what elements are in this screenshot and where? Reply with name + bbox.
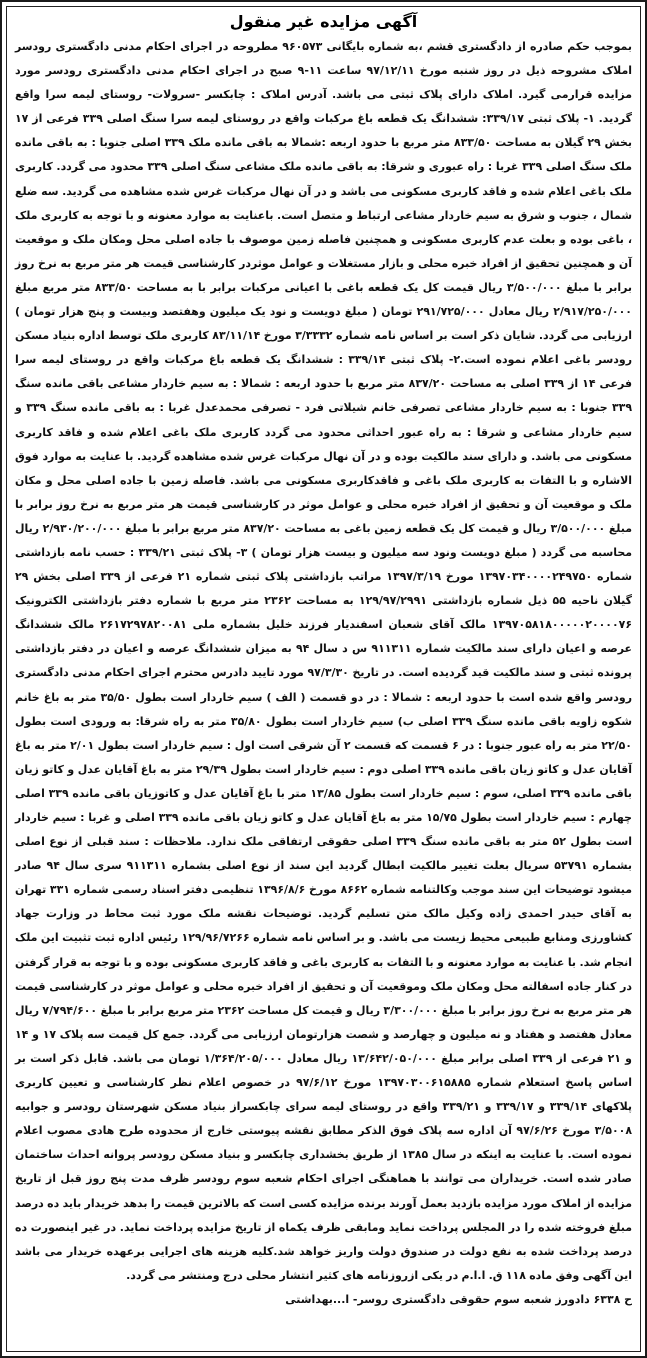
notice-frame [6, 6, 641, 1352]
notice-title: آگهی مزایده غیر منقول [229, 12, 418, 31]
notice-footer: ح ۶۳۳۸ دادورز شعبه سوم حقوقی دادگستری روسر- ا...بهداشتی [285, 1292, 632, 1306]
notice-body: بموجب حکم صادره از دادگستری قشم ،به شماره بایگانی ۹۶۰۵۷۳ مطروحه در اجرای احکام مدنی دادگستری رودسر املاک مشروحه ذیل در روز شنبه مورخ ۹۷/۱۲/۱۱ ساعت ۱۱-۹ صبح در اجرای احکام مدنی دادگستری رودسر مورد مزایده قرارمی گیرد. املاک دارای پلاک ثبتی می باشد. آدرس املاک : چابکسر -سرولات- روستای لیمه سرا واقع گردید. ۱- پلاک ثبتی ۳۳۹/۱۷: ششدانگ یک قطعه باغ مرکبات واقع در روستای لیمه سرا سنگ اصلی ۳۳۹ فرعی از ۱۷ بخش ۲۹ گیلان به مساحت ۸۳۳/۵۰ متر مربع با حدود اربعه :شمالا به باقی مانده ملک ۳۳۹ اصلی جنوبا : به باقی مانده ملک سنگ اصلی ۳۳۹ غربا : راه عبوری و شرقا: به باقی مانده ملک مشاعی سنگ اصلی ۳۳۹ محدود می گردد. کاربری ملک باغی اعلام شده و فاقد کاربری مسکونی می باشد و در آن نهال مرکبات غرس شده مشاهده می گردید. سه ضلع شمال ، جنوب و شرق به سیم خاردار مشاعی ارتباط و متصل است. باعنایت به موارد معنونه و با توجه به کاربری ملک ، باغی بوده و بعلت عدم کاربری مسکونی و همچنین فاصله زمین موصوف با جاده اصلی محل ومکان ملک و موقعیت آن و همچنین تحقیق از افراد خبره محلی و بازار مستغلات و عوامل موثردر کارشناسی قیمت هر متر مربع به نرخ روز برابر با مبلغ ۳/۵۰۰/۰۰۰ ریال قیمت کل یک قطعه باغی با اعیانی مرکبات برابر با به مساحت ۸۳۳/۵۰ متر مربع مبلغ ۲/۹۱۷/۲۵۰/۰۰۰ ریال معادل ۲۹۱/۷۲۵/۰۰۰ تومان ( مبلغ دویست و نود یک میلیون وهفتصد وبیست و پنج هزار تومان ) ارزیابی می گردد. شایان ذکر است بر اساس نامه شماره ۳/۳۳۳۲ مورخ ۸۳/۱۱/۱۴ کاربری ملک توسط اداره بنیاد مسکن رودسر باغی اعلام نموده است.۲- پلاک ثبتی ۳۳۹/۱۴ : ششدانگ یک قطعه باغ مرکبات واقع در روستای لیمه سرا فرعی ۱۴ از ۳۳۹ اصلی به مساحت ۸۳۷/۲۰ متر مربع با حدود اربعه : شمالا : به سیم خاردار مشاعی باقی مانده سنگ ۳۳۹ جنوبا : به سیم خاردار مشاعی تصرفی خانم شیلاتی فرد - تصرفی محمدعدل غربا : به باقی مانده سنگ ۳۳۹ و سیم خاردار مشاعی و شرقا : به راه عبور احداثی محدود می گردد کاربری ملک باغی اعلام شده و فاقد کاربری مسکونی می باشد. و دارای سند مالکیت بوده و در آن نهال مرکبات غرس شده مشاهده گردید. با عنایت به موارد فوق الاشاره و با التفات به کاربری ملک باغی و فاقدکاربری مسکونی می باشد. فاصله زمین با جاده اصلی محل و مکان ملک و موقعیت آن و تحقیق از افراد خبره محلی و عوامل موثر در کارشناسی قیمت هر متر مربع به نرخ روز برابر با مبلغ ۳/۵۰۰/۰۰۰ ریال و قیمت کل یک قطعه زمین باغی به مساحت ۸۳۷/۲۰ متر مربع برابر با مبلغ ۲/۹۳۰/۲۰۰/۰۰۰ ریال محاسبه می گردد ( مبلغ دویست ونود سه میلیون و بیست هزار تومان ) ۳- پلاک ثبتی ۳۳۹/۲۱ : حسب نامه بازداشتی شماره ۱۳۹۷۰۳۴۰۰۰۰۲۴۹۷۵۰ مورخ ۱۳۹۷/۳/۱۹ مراتب بازداشتی پلاک ثبتی شماره ۲۱ فرعی از ۳۳۹ اصلی بخش ۲۹ گیلان ناحیه ۵۵ ذیل شماره بازداشتی ۱۲۹/۹۷/۲۹۹۱ به مساحت ۲۳۶۲ متر مربع با شماره دفتر بازداشتی الکترونیک ۱۳۹۷۰۵۸۱۸۰۰۰۰۰۲۰۰۰۰۷۶ مالک آقای شعبان اسفندیار فرزند خلیل بشماره ملی ۲۶۱۷۲۹۷۸۲۰۰۸۱ مالک ششدانگ عرصه و اعیان دارای سند مالکیت شماره ۹۱۱۳۱۱ س د سال ۹۴ به میزان ششدانگ عرصه و اعیان در دفتر بازداشتی پرونده ثبتی و سند مالکیت قید گردیده است. در تاریخ ۹۷/۳/۳۰ مورد تایید دادرس محترم اجرای احکام مدنی دادگستری رودسر واقع شده است با حدود اربعه : شمالا : در دو قسمت ( الف ) سیم خاردار است بطول ۳۵/۵۰ متر به باغ خانم شکوه زاویه باقی مانده سنگ ۳۳۹ اصلی ب) سیم خاردار است بطول ۳۵/۸۰ متر به راه شرقا: به ورودی است بطول ۲۲/۵۰ متر به راه عبور جنوبا : در ۶ قسمت که قسمت ۲ آن شرقی است اول : سیم خاردار است بطول ۲/۰۱ متر به باغ آقایان عدل و کاتو زیان باقی مانده ۳۳۹ اصلی دوم : سیم خاردار است بطول ۲۹/۳۹ متر به باغ آقایان عدل و کاتو زیان باقی مانده ۳۳۹ اصلی، سوم : سیم خاردار است بطول ۱۳/۸۵ متر با باغ آقایان عدل و کاتوزیان باقی مانده ۳۳۹ اصلی چهارم : سیم خاردار است بطول ۱۵/۷۵ متر به باغ آقایان عدل و کاتو زیان باقی مانده ۳۳۹ اصلی و غربا : سیم خاردار است بطول ۵۲ متر به باقی مانده سنگ ۳۳۹ اصلی حقوقی ارتفاقی ملک ندارد. ملاحظات : سند قبلی از نوع اصلی بشماره ۵۳۷۹۱ سریال بعلت تغییر مالکیت ابطال گردید این سند از نوع اصلی بشماره ۹۱۱۳۱۱ سری سال ۹۴ صادر میشود توضیحات این سند موجب وکالتنامه شماره ۸۶۶۲ مورخ ۱۳۹۶/۸/۶ تنظیمی دفتر اسناد رسمی شماره ۳۳۱ تهران به آقای حیدر احمدی زاده وکیل مالک متن تسلیم گردید. توضیحات نقشه ملک مورد ثبت محاط در وزارت جهاد کشاورزی ومنابع طبیعی محیط زیست می باشد. و بر اساس نامه شماره ۱۲۹/۹۶/۷۲۶۶ رئیس اداره ثبت تثبیت این ملک انجام شد. با عنایت به موارد معنونه و با التفات به کاربری باغی و فاقد کاربری مسکونی بوده و با توجه به قرار گرفتن در کنار جاده اسفالته محل ومکان ملک وموقعیت آن و تحقیق از افراد خبره محلی و عوامل موثر در کارشناسی قیمت هر متر مربع به نرخ روز برابر با مبلغ ۳/۳۰۰/۰۰۰ ریال و قیمت کل مساحت ۲۳۶۲ متر مربع برابر با مبلغ ۷/۷۹۴/۶۰۰ ریال معادل هفتصد و هفتاد و نه میلیون و چهارصد و شصت هزارتومان ارزیابی می گردد. جمع کل قیمت سه پلاک ۱۷ و ۱۴ و ۲۱ فرعی از ۳۳۹ اصلی برابر مبلغ ۱۳/۶۴۲/۰۵۰/۰۰۰ ریال معادل ۱/۳۶۴/۲۰۵/۰۰۰ تومان می باشد. قابل ذکر است بر اساس پاسخ استعلام شماره ۱۳۹۷۰۳۰۰۶۱۵۸۸۵ مورخ ۹۷/۶/۱۲ در خصوص اعلام نظر کارشناسی و تعیین کاربری پلاکهای ۳۳۹/۱۴ و ۳۳۹/۱۷ و ۳۳۹/۲۱ واقع در روستای لیمه سرای چابکسراز بنیاد مسکن شهرستان رودسر و جوابیه ۳/۵۰۰۸ مورخ ۹۷/۶/۲۶ آن اداره سه پلاک فوق الذکر مطابق نقشه پیوستی خارج از محدوده طرح هادی مصوب اعلام نموده است. با عنایت به اینکه در سال ۱۳۸۵ از طریق بخشداری چابکسر و بنیاد مسکن رودسر پروانه احداث ساختمان صادر شده است. خریداران می توانند با هماهنگی اجرای احکام شعبه سوم رودسر ظرف مدت پنج روز قبل از تاریخ مزایده از املاک مورد مزایده بازدید بعمل آورند برنده مزایده کسی است که بالاترین قیمت را بدهد خریدار باید ده درصد مبلغ فروخته شده را در المجلس پرداخت نماید ومابقی ظرف یکماه از تاریخ مزایده پرداخت نماید. در غیر اینصورت ده درصد پرداخت شده به نفع دولت در صندوق دولت واریز خواهد شد.کلیه هزینه های اجرایی برعهده خریدار می باشد این آگهی وفق ماده ۱۱۸ ق. ا.ا.م در یکی ازروزنامه های کثیر انتشار محلی درج ومنتشر می گردد. [15, 40, 633, 1282]
